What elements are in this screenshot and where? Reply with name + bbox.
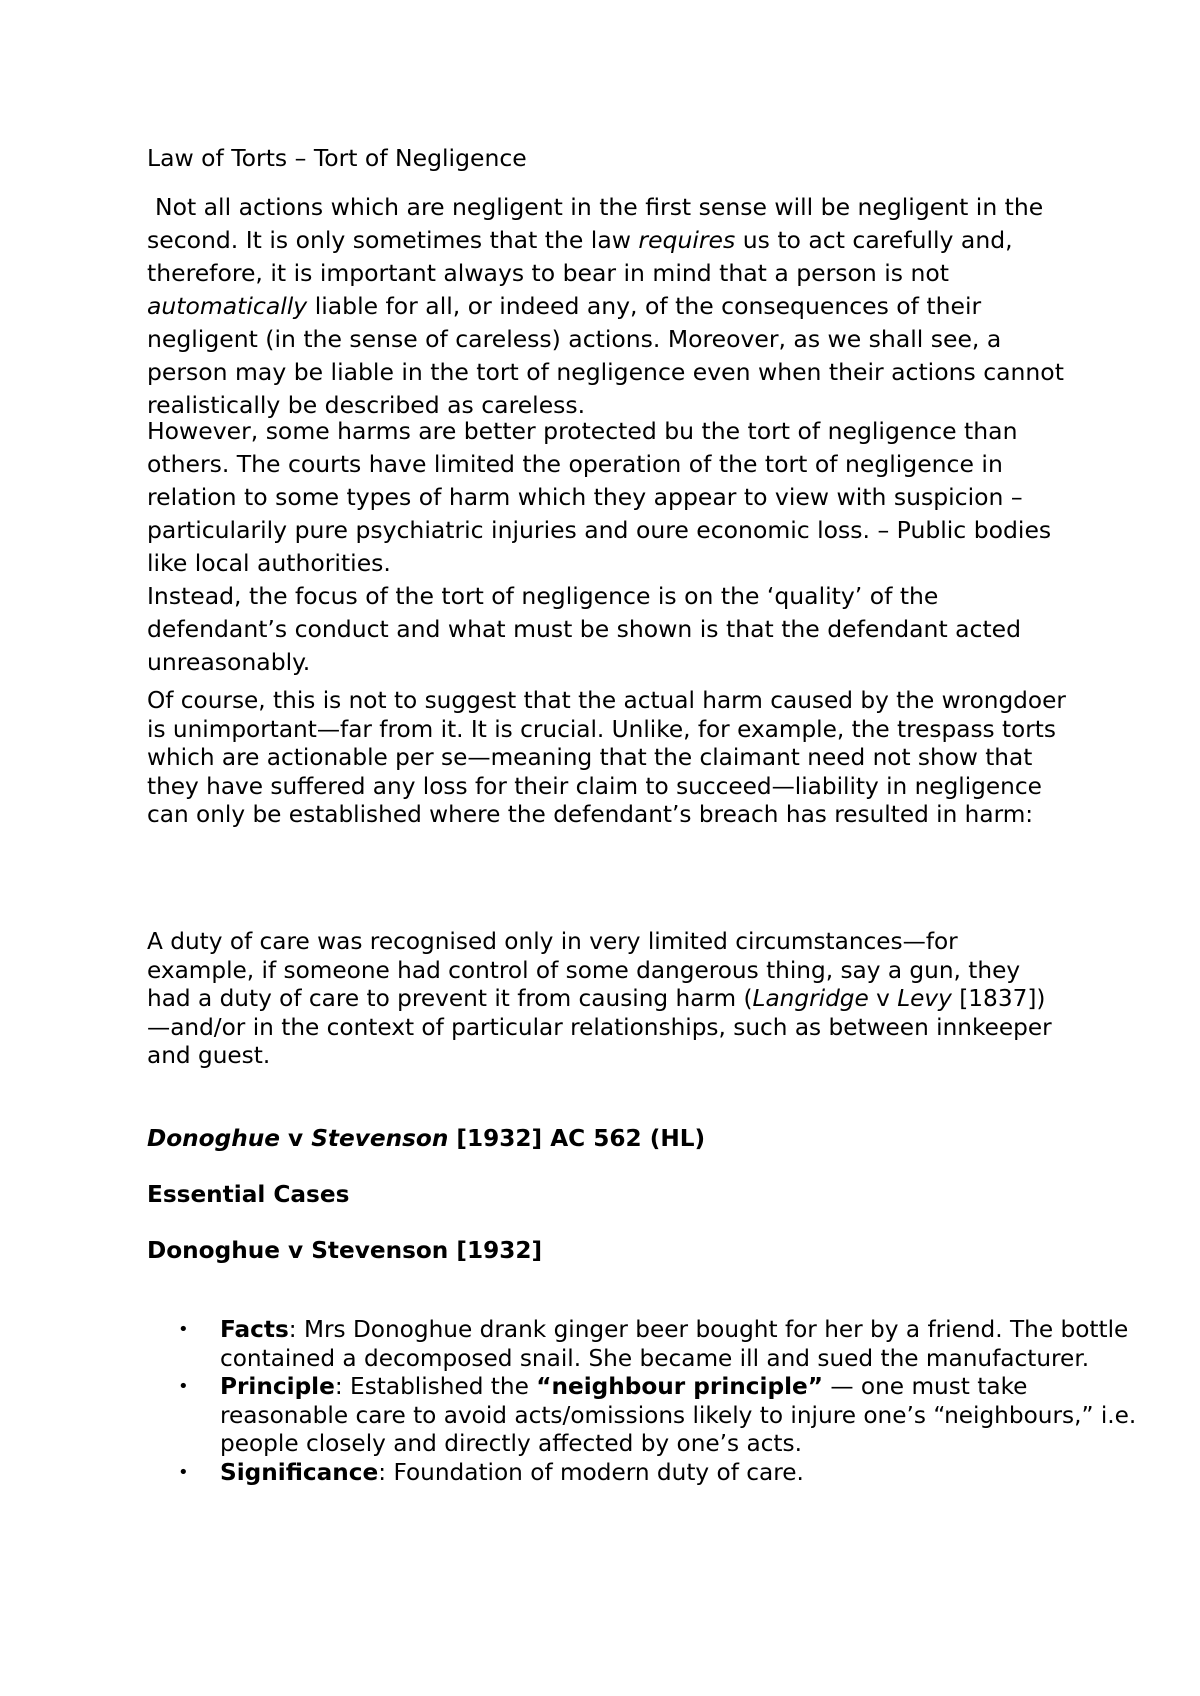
list-item-principle <box>178 1373 1140 1459</box>
essential-cases-heading: Essential Cases <box>147 1181 350 1208</box>
list-item-text: : Foundation of modern duty of care. <box>378 1458 804 1486</box>
list-item-label: Facts <box>220 1316 289 1343</box>
bullet-icon: • <box>178 1461 189 1483</box>
case-heading-citation: [1932] AC 562 (HL) <box>448 1125 706 1152</box>
paragraph-4: Of course, this is not to suggest that the actual harm caused by the wrongdoer is unimportant—far from it. It is crucial. Unlike, for example, the trespass torts which are actionable per se—meaning that the claimant need not show that they have suffered any loss for their claim to succeed—liability in negligence can only be established where the defendant’s breach has resulted in harm: <box>147 687 1066 828</box>
list-item-label: Significance <box>220 1458 379 1486</box>
list-item-significance <box>178 1458 1140 1488</box>
list-item-text-b: — one must take reasonable care to avoid acts/omissions likely to injure one’s “neighbours,” i.e. people closely and directly affected by one’s acts. <box>220 1373 1137 1457</box>
case-versus: v <box>868 985 898 1012</box>
case-heading <box>147 1125 1067 1154</box>
case-heading-party-2: Stevenson <box>311 1125 449 1152</box>
paragraph-2: However, some harms are better protected bu the tort of negligence than others. The courts have limited the operation of the tort of negligence in relation to some types of harm which they appear to view with suspicion – particularily pure psychiatric injuries and oure economic loss. – Public bodies like local authorities. <box>147 417 1052 577</box>
case-facts-list <box>147 1316 1140 1487</box>
list-item-text-a: : Established the <box>334 1373 537 1400</box>
paragraph-1 <box>147 191 1067 422</box>
case-heading-party-1: Donoghue <box>147 1125 280 1152</box>
paragraph-5-text-a: A duty of care was recognised only in very limited circumstances—for example, if someone had control of some dangerous thing, say a gun, they had a duty of care to prevent it from causing harm ( <box>147 928 1021 1012</box>
paragraph-5 <box>147 928 1067 1071</box>
paragraph-1-emphasis-requires: requires <box>638 226 736 254</box>
case-subheading: Donoghue v Stevenson [1932] <box>147 1237 543 1264</box>
case-name-langridge: Langridge <box>752 985 869 1012</box>
case-heading-versus: v <box>279 1125 312 1152</box>
paragraph-5-text-b: [1837])—and/or in the context of particular relationships, such as between innkeeper and guest. <box>147 985 1052 1069</box>
bullet-icon: • <box>178 1376 189 1397</box>
list-item-text: : Mrs Donoghue drank ginger beer bought for her by a friend. The bottle contained a decomposed snail. She became ill and sued the manufacturer. <box>220 1316 1129 1372</box>
paragraph-1-text-c: us to act carefully and, therefore, it is important always to bear in mind that a person is not <box>147 226 1013 287</box>
list-item-label: Principle <box>220 1373 335 1400</box>
document-title: Law of Torts – Tort of Negligence <box>147 144 527 172</box>
paragraph-1-text-a: Not all actions which are negligent in the first sense will be negligent in the second. It is only sometimes that the law <box>147 193 1044 254</box>
paragraph-3: Instead, the focus of the tort of negligence is on the ‘quality’ of the defendant’s conduct and what must be shown is that the defendant acted unreasonably. <box>147 582 1022 676</box>
paragraph-1-emphasis-automatically: automatically <box>147 292 308 320</box>
bullet-icon: • <box>178 1319 189 1340</box>
neighbour-principle-emphasis: “neighbour principle” <box>536 1373 823 1400</box>
list-item-facts <box>178 1316 1140 1373</box>
paragraph-1-text-e: liable for all, or indeed any, of the consequences of their negligent (in the sense of careless) actions. Moreover, as we shall see, a person may be liable in the tort of negligence even when their actions cannot realistically be described as careless. <box>147 292 1064 419</box>
case-name-levy: Levy <box>897 985 952 1012</box>
